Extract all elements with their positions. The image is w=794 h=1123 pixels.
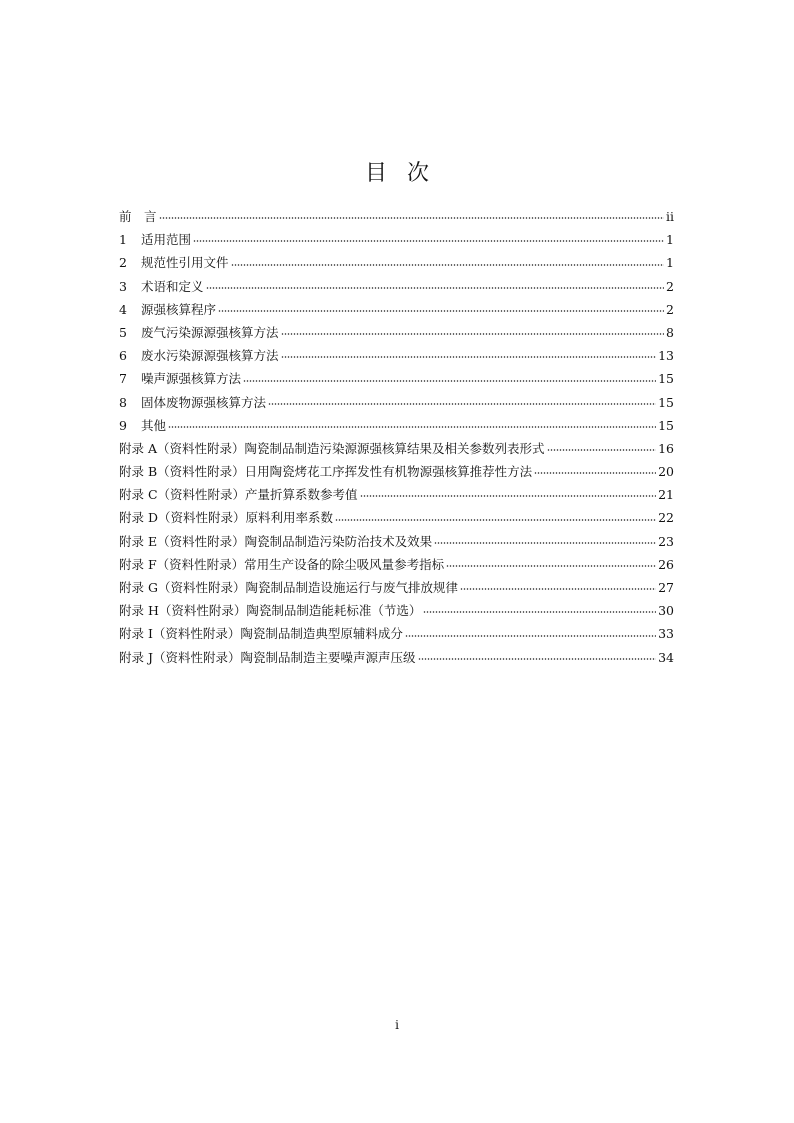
- toc-entry-page: 15: [658, 371, 674, 387]
- toc-entry-page: 15: [658, 394, 674, 410]
- toc-entry[interactable]: [119, 228, 674, 251]
- toc-dot-leader: [405, 635, 656, 637]
- toc-entry-page: 16: [658, 440, 674, 456]
- toc-entry[interactable]: [119, 251, 674, 274]
- toc-entry[interactable]: [119, 506, 674, 529]
- toc-entry-title: 附录 E（资料性附录）陶瓷制品制造污染防治技术及效果: [119, 533, 433, 549]
- toc-dot-leader: [423, 611, 656, 613]
- toc-entry-title: 术语和定义: [141, 278, 204, 294]
- toc-entry-page: 22: [658, 510, 674, 526]
- toc-entry-page: 8: [666, 324, 674, 340]
- toc-entry-title: 附录 D（资料性附录）原料利用率系数: [119, 510, 333, 526]
- toc-entry-page: 21: [658, 487, 674, 503]
- toc-dot-leader: [193, 240, 664, 242]
- toc-entry-page: 34: [658, 649, 674, 665]
- toc-dot-leader: [243, 380, 656, 382]
- toc-dot-leader: [281, 356, 657, 358]
- toc-dot-leader: [446, 565, 656, 567]
- toc-entry-title: 规范性引用文件: [141, 255, 229, 271]
- toc-entry-number: 1: [119, 232, 127, 248]
- toc-entry-number: 9: [119, 417, 127, 433]
- toc-entry[interactable]: [119, 391, 674, 414]
- toc-entry[interactable]: [119, 599, 674, 622]
- toc-entry[interactable]: [119, 622, 674, 645]
- toc-entry[interactable]: [119, 646, 674, 669]
- toc-entry-number: 7: [119, 371, 127, 387]
- toc-entry-number: 8: [119, 394, 127, 410]
- table-of-contents: [119, 205, 674, 669]
- toc-entry-page: 2: [666, 278, 674, 294]
- toc-entry[interactable]: [119, 437, 674, 460]
- toc-entry-number: 4: [119, 301, 127, 317]
- toc-dot-leader: [360, 495, 657, 497]
- toc-entry-title: 废气污染源源强核算方法: [141, 324, 279, 340]
- toc-entry[interactable]: [119, 298, 674, 321]
- toc-entry-page: 15: [658, 417, 674, 433]
- toc-entry-page: 1: [666, 255, 674, 271]
- toc-entry-title: 附录 H（资料性附录）陶瓷制品制造能耗标准（节选）: [119, 603, 422, 619]
- toc-entry[interactable]: [119, 483, 674, 506]
- toc-entry[interactable]: [119, 205, 674, 228]
- toc-entry-title: 源强核算程序: [141, 301, 217, 317]
- toc-entry-title: 附录 G（资料性附录）陶瓷制品制造设施运行与废气排放规律: [119, 580, 458, 595]
- toc-dot-leader: [460, 588, 656, 590]
- toc-entry-title: 附录 A（资料性附录）陶瓷制品制造污染源源强核算结果及相关参数列表形式: [119, 440, 545, 456]
- toc-dot-leader: [206, 287, 665, 289]
- toc-entry-title: 附录 B（资料性附录）日用陶瓷烤花工序挥发性有机物源强核算推荐性方法: [119, 464, 533, 480]
- page-title: 目次: [364, 161, 449, 186]
- toc-entry-page: 1: [666, 232, 674, 248]
- toc-dot-leader: [534, 472, 656, 474]
- toc-entry[interactable]: [119, 321, 674, 344]
- toc-dot-leader: [418, 658, 657, 660]
- toc-entry-number: 3: [119, 278, 127, 294]
- toc-entry-page: 2: [666, 301, 674, 317]
- toc-entry[interactable]: [119, 367, 674, 390]
- toc-dot-leader: [547, 449, 657, 451]
- toc-entry-page: 23: [658, 533, 674, 549]
- toc-entry-title: 废水污染源源强核算方法: [141, 348, 279, 364]
- toc-dot-leader: [335, 519, 656, 521]
- toc-entry-title: 附录 I（资料性附录）陶瓷制品制造典型原辅料成分: [119, 626, 403, 642]
- toc-entry-title: 前 言: [119, 209, 157, 224]
- toc-entry-title: 适用范围: [141, 232, 192, 248]
- toc-entry-title: 噪声源强核算方法: [141, 371, 242, 387]
- toc-entry-page: 20: [658, 464, 674, 480]
- toc-entry-title: 其他: [141, 417, 167, 433]
- toc-dot-leader: [231, 264, 665, 266]
- toc-entry[interactable]: [119, 530, 674, 553]
- toc-entry-page: 33: [658, 626, 674, 642]
- toc-dot-leader: [159, 217, 664, 219]
- toc-entry[interactable]: [119, 275, 674, 298]
- page-number: i: [395, 1018, 399, 1032]
- toc-dot-leader: [434, 542, 656, 544]
- toc-entry-page: ii: [666, 209, 674, 224]
- toc-entry-number: 6: [119, 348, 127, 364]
- toc-entry-number: 2: [119, 255, 127, 271]
- toc-dot-leader: [268, 403, 656, 405]
- toc-entry-title: 附录 J（资料性附录）陶瓷制品制造主要噪声源声压级: [119, 649, 416, 665]
- toc-dot-leader: [218, 310, 664, 312]
- toc-dot-leader: [168, 426, 656, 428]
- toc-entry-title: 附录 C（资料性附录）产量折算系数参考值: [119, 487, 358, 503]
- toc-entry-page: 13: [658, 348, 674, 364]
- toc-entry[interactable]: [119, 414, 674, 437]
- toc-dot-leader: [281, 333, 665, 335]
- toc-entry[interactable]: [119, 553, 674, 576]
- toc-entry[interactable]: [119, 576, 674, 599]
- toc-entry-number: 5: [119, 324, 127, 340]
- toc-entry-title: 附录 F（资料性附录）常用生产设备的除尘吸风量参考指标: [119, 556, 445, 572]
- toc-entry[interactable]: [119, 460, 674, 483]
- toc-entry-page: 26: [658, 556, 674, 572]
- toc-entry-title: 固体废物源强核算方法: [141, 394, 267, 410]
- toc-entry[interactable]: [119, 344, 674, 367]
- toc-entry-page: 30: [658, 603, 674, 619]
- toc-entry-page: 27: [658, 580, 674, 595]
